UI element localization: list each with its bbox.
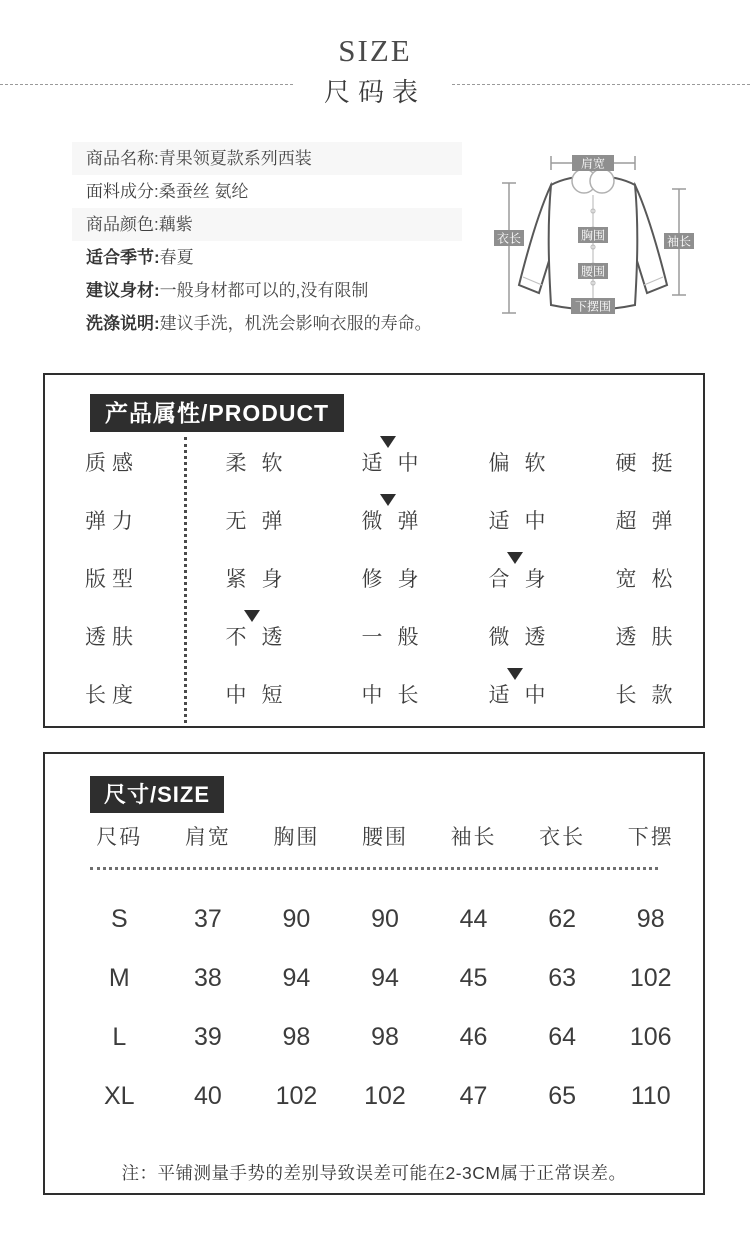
attribute-option	[199, 621, 309, 651]
size-cell: S	[110, 905, 128, 933]
size-row	[45, 1067, 703, 1126]
info-label: 面料成分:	[86, 182, 159, 201]
attribute-label: 弹力	[85, 510, 139, 533]
product-attributes-panel	[43, 373, 705, 728]
measurement-cell: 90	[282, 905, 311, 933]
attribute-option	[462, 563, 572, 593]
measurement-cell: 44	[459, 905, 488, 933]
attribute-option-text: 不透	[225, 626, 298, 649]
measurement-cell: 47	[459, 1082, 488, 1110]
info-row	[72, 142, 462, 175]
attribute-option-text: 中长	[361, 684, 434, 707]
attribute-option	[199, 505, 309, 535]
header-divider	[90, 867, 658, 870]
measurement-cell: 102	[629, 964, 672, 992]
measurement-cell: 46	[459, 1023, 488, 1051]
selected-marker-icon	[507, 552, 523, 564]
size-cell: L	[112, 1023, 127, 1051]
attribute-option	[462, 679, 572, 709]
info-label: 商品名称:	[86, 149, 159, 168]
attribute-option-text: 偏软	[488, 452, 561, 475]
measurement-cell: 102	[275, 1082, 318, 1110]
selected-marker-icon	[244, 610, 260, 622]
measurement-cell: 37	[193, 905, 222, 933]
column-header: 衣长	[539, 826, 586, 849]
measurement-cell: 94	[282, 964, 311, 992]
measurement-cell: 39	[193, 1023, 222, 1051]
attribute-option	[335, 505, 445, 535]
attribute-option-text: 透肤	[615, 626, 688, 649]
selected-marker-icon	[380, 494, 396, 506]
attribute-option-text: 中短	[225, 684, 298, 707]
column-header: 肩宽	[184, 826, 231, 849]
column-header: 下摆	[627, 826, 674, 849]
column-header: 胸围	[273, 826, 320, 849]
column-header: 袖长	[450, 826, 497, 849]
measurement-cell: 63	[548, 964, 577, 992]
info-value: 桑蚕丝 氨纶	[158, 182, 249, 201]
attribute-row	[45, 665, 703, 723]
hem-label: 下摆围	[574, 299, 612, 314]
attribute-option-text: 微透	[488, 626, 561, 649]
info-row	[72, 274, 462, 307]
attribute-option-text: 合身	[488, 568, 561, 591]
info-value: 藕紫	[158, 215, 193, 234]
info-value: 一般身材都可以的,没有限制	[159, 281, 369, 300]
waist-label: 腰围	[580, 264, 606, 279]
column-header: 腰围	[361, 826, 408, 849]
attribute-option	[589, 447, 699, 477]
size-table-panel	[43, 752, 705, 1195]
size-table-body	[45, 890, 703, 1126]
attribute-option	[335, 621, 445, 651]
attribute-option	[335, 563, 445, 593]
measurement-cell: 102	[364, 1082, 406, 1110]
measurement-cell: 98	[282, 1023, 311, 1051]
measurement-cell: 90	[371, 905, 399, 933]
info-value: 建议手洗，机洗会影响衣服的寿命。	[159, 314, 432, 333]
size-table-header	[45, 820, 703, 856]
attributes-badge: 产品属性/PRODUCT	[90, 394, 344, 432]
measurement-cell: 45	[459, 964, 488, 992]
measurement-cell: 62	[548, 905, 577, 933]
attribute-label: 透肤	[85, 626, 139, 649]
attribute-option	[199, 563, 309, 593]
attribute-option-text: 长款	[615, 684, 688, 707]
selected-marker-icon	[507, 668, 523, 680]
chest-label: 胸围	[580, 228, 606, 243]
attribute-option-text: 修身	[361, 568, 434, 591]
measurement-cell: 65	[548, 1082, 577, 1110]
measurement-cell: 40	[193, 1082, 222, 1110]
info-label: 适合季节:	[86, 248, 160, 267]
size-row	[45, 890, 703, 949]
attribute-option-text: 一般	[361, 626, 434, 649]
measurement-cell: 110	[630, 1082, 671, 1110]
size-row	[45, 949, 703, 1008]
info-label: 商品颜色:	[86, 215, 159, 234]
attribute-rows	[45, 433, 703, 723]
shoulder-width-label: 肩宽	[580, 156, 606, 171]
attribute-label: 长度	[85, 684, 139, 707]
product-info-list	[72, 142, 462, 340]
info-row	[72, 307, 462, 340]
selected-marker-icon	[380, 436, 396, 448]
info-row	[72, 241, 462, 274]
divider-right	[452, 84, 750, 85]
page-subtitle: 尺码表	[323, 77, 426, 107]
size-cell: M	[108, 964, 130, 992]
size-cell: XL	[103, 1082, 135, 1110]
attribute-row	[45, 549, 703, 607]
measurement-cell: 64	[548, 1023, 577, 1051]
column-header: 尺码	[96, 826, 143, 849]
size-row	[45, 1008, 703, 1067]
attribute-option	[335, 679, 445, 709]
attribute-row	[45, 433, 703, 491]
measurement-cell: 98	[371, 1023, 399, 1051]
measurement-cell: 106	[629, 1023, 672, 1051]
divider-left	[0, 84, 293, 85]
garment-measure-diagram	[483, 143, 745, 333]
size-note: 注：平铺测量手势的差别导致误差可能在2-3CM属于正常误差。	[121, 1163, 627, 1183]
attribute-option	[462, 447, 572, 477]
garment-length-label: 衣长	[496, 231, 522, 246]
attribute-option-text: 柔软	[225, 452, 298, 475]
attribute-option	[335, 447, 445, 477]
attribute-option-text: 微弹	[361, 510, 434, 533]
attribute-option	[589, 563, 699, 593]
attribute-label: 版型	[85, 568, 139, 591]
measurement-cell: 38	[193, 964, 222, 992]
page-title: SIZE	[338, 33, 412, 68]
attribute-option-text: 无弹	[225, 510, 298, 533]
attribute-option-text: 宽松	[615, 568, 688, 591]
info-value: 青果领夏款系列西装	[158, 149, 312, 168]
attribute-option-text: 紧身	[225, 568, 298, 591]
attribute-option-text: 硬挺	[615, 452, 688, 475]
attribute-option	[589, 621, 699, 651]
measurement-cell: 98	[636, 905, 665, 933]
size-badge: 尺寸/SIZE	[90, 776, 224, 813]
attribute-option	[199, 679, 309, 709]
info-label: 建议身材:	[86, 281, 160, 300]
attribute-row	[45, 491, 703, 549]
info-value: 春夏	[159, 248, 194, 267]
attribute-option	[589, 505, 699, 535]
info-row	[72, 208, 462, 241]
attribute-option	[462, 505, 572, 535]
attribute-row	[45, 607, 703, 665]
attribute-option-text: 适中	[488, 684, 561, 707]
measurement-cell: 94	[371, 964, 399, 992]
info-label: 洗涤说明:	[86, 314, 160, 333]
attribute-option-text: 适中	[488, 510, 561, 533]
info-row	[72, 175, 462, 208]
attribute-option-text: 超弹	[615, 510, 688, 533]
attribute-option	[199, 447, 309, 477]
attribute-label: 质感	[85, 452, 139, 475]
attribute-option	[462, 621, 572, 651]
attribute-option-text: 适中	[361, 452, 434, 475]
attribute-option	[589, 679, 699, 709]
sleeve-length-label: 袖长	[666, 234, 692, 249]
